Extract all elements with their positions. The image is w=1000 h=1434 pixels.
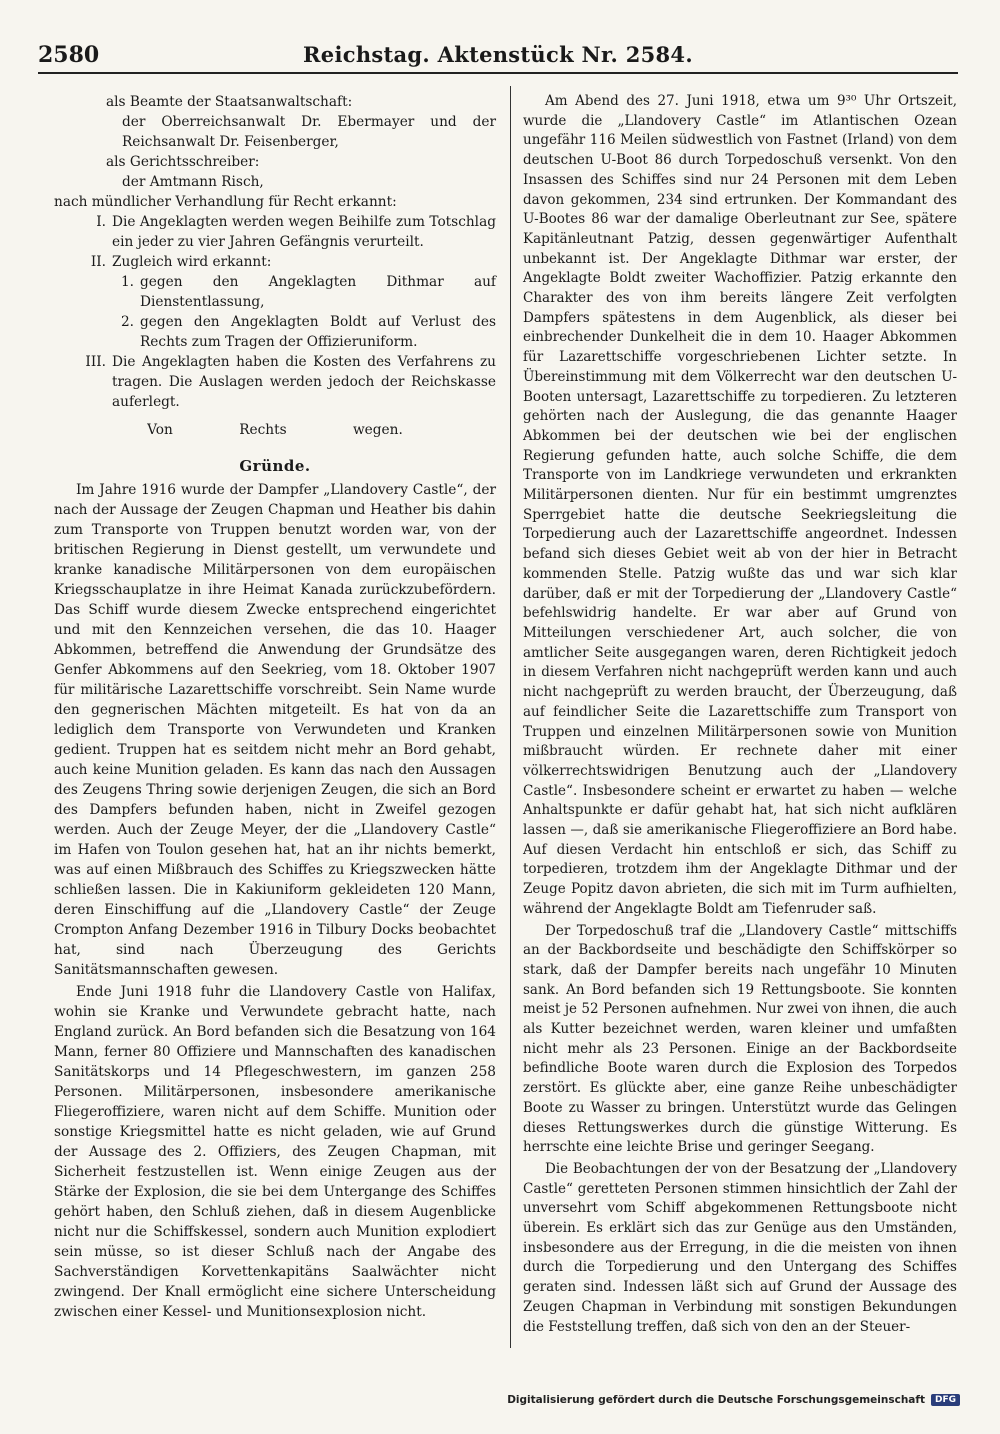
paragraph: Ende Juni 1918 fuhr die Llandovery Castle von Halifax, wohin sie Kranke und Verwundete gebracht hatte, nach England zurück. An Bord befanden sich die Besatzung von 164 Mann, ferner 80 Offiziere und Mannschaften des kanadischen Sanitätskorps und 14 Pflegeschwestern, im ganzen 258 Personen. Militärpersonen, insbesondere amerikanische Fliegeroffiziere, waren nicht auf dem Schiffe. Munition oder sonstige Kriegsmittel hatte es nicht geladen, wie auf Grund der Aussage des 2. Offiziers, des Zeugen Chapman, mit Sicherheit festzustellen ist. Wenn einige Zeugen aus der Stärke der Explosion, die sie bei dem Untergange des Schiffes gehört haben, den Schluß ziehen, daß in diesem Augenblicke nicht nur die Schiffskessel, sondern auch Munition explodiert sein müsse, so ist dieser Schluß nach der Angabe des Sachverständigen Korvettenkapitäns Saalwächter nicht zwingend. Der Knall ermöglicht eine sichere Unterscheidung zwischen einer Kessel- und Munitionsexplosion nicht. — [54, 984, 496, 1320]
left-column — [54, 92, 496, 1322]
paragraph: Die Beobachtungen der von der Besatzung der „Llandovery Castle“ geretteten Personen stimmen hinsichtlich der Zahl der unversehrt vom Schiff abgekommenen Rettungsboote nicht überein. Es erklärt sich das zur Genüge aus den Umständen, insbesondere aus der Erregung, in die die meisten von ihnen durch die Torpedierung und den Untergang des Schiffes geraten sind. Indessen läßt sich auf Grund der Aussage des Zeugen Chapman in Verbindung mit sonstigen Bekundungen die Feststellung treffen, daß sich von den an der Steuer- — [523, 1160, 957, 1335]
paragraph: Am Abend des 27. Juni 1918, etwa um 9³⁰ Uhr Ortszeit, wurde die „Llandovery Castle“ im Atlantischen Ozean ungefähr 116 Meilen südwestlich von Fastnet (Irland) von dem deutschen U-Boot 86 durch Torpedoschuß versenkt. Von den Insassen des Schiffes sind nur 24 Personen mit dem Leben davon gekommen, 234 sind ertrunken. Der Kommandant des U-Bootes 86 war der damalige Oberleutnant zur See, spätere Kapitänleutnant Patzig, dessen gegenwärtiger Aufenthalt unbekannt ist. Der Angeklagte Dithmar war erster, der Angeklagte Boldt zweiter Wachoffizier. Patzig erkannte den Charakter des von ihm bereits längere Zeit verfolgten Dampfers spätestens in dem Augenblick, als dieser bei einbrechender Dunkelheit die in dem 10. Haager Abkommen für Lazarettschiffe vorgeschriebenen Lichter setzte. In Übereinstimmung mit dem Völkerrecht war den deutschen U-Booten untersagt, Lazarettschiffe zu torpedieren. Zu letzteren gehörten nach der Auslegung, die das genannte Haager Abkommen bei der deutschen wie bei der englischen Regierung gefunden hatte, auch solche Schiffe, die dem Transporte von im Landkriege verwundeten und erkrankten Militärpersonen dienten. Nur für ein bestimmt umgrenztes Sperrgebiet hatte die deutsche Seekriegsleitung die Torpedierung auch der Lazarettschiffe angeordnet. Indessen befand sich dieses Gebiet weit ab von der hier in Betracht kommenden Stelle. Patzig wußte das und war sich klar darüber, daß er mit der Torpedierung der „Llandovery Castle“ befehlswidrig handelte. Er war aber auf Grund von Mitteilungen verschiedener Art, auch solcher, die von amtlicher Seite ausgegangen waren, deren Richtigkeit jedoch in diesem Verfahren nicht nachgeprüft werden kann und auch nicht nachgeprüft zu werden braucht, der Überzeugung, daß auf feindlicher Seite die Lazarettschiffe zum Transport von Truppen und einzelnen Militärpersonen sowie von Munition mißbraucht würden. Er rechnete daher mit einer völkerrechtswidrigen Benutzung auch der „Llandovery Castle“. Insbesondere scheint er erwartet zu haben — welche Anhaltspunkte er dafür gehabt hat, hat sich nicht aufklären lassen —, daß sie amerikanische Fliegeroffiziere an Bord habe. Auf diesen Verdacht hin entschloß er sich, das Schiff zu torpedieren, trotzdem ihm der Angeklagte Dithmar und der Zeuge Popitz davon abrieten, die sich mit im Turm aufhielten, während der Angeklagte Boldt am Tiefenruder saß. — [523, 93, 957, 917]
header-rule — [38, 72, 958, 74]
footer-text: Digitalisierung gefördert durch die Deutsche Forschungsgemeinschaft — [507, 1394, 925, 1406]
intro-line: als Gerichtsschreiber: — [106, 154, 260, 170]
dfg-logo: DFG — [931, 1394, 960, 1406]
page-title: Reichstag. Aktenstück Nr. 2584. — [303, 42, 693, 67]
von-rechts-wegen: Von Rechts wegen. — [147, 422, 403, 438]
verdict-item: II. Zugleich wird erkannt: — [90, 254, 272, 270]
intro-line: nach mündlicher Verhandlung für Recht erkannt: — [54, 194, 397, 210]
verdict-subitem: 2. gegen den Angeklagten Boldt auf Verlust des Rechts zum Tragen der Offizieruniform. — [120, 314, 496, 350]
footer — [507, 1394, 960, 1406]
page-number: 2580 — [38, 42, 100, 68]
intro-line: der Amtmann Risch, — [122, 174, 264, 190]
intro-line: der Oberreichsanwalt Dr. Ebermayer und der Reichsanwalt Dr. Feisenberger, — [122, 114, 496, 150]
section-heading: Gründe. — [239, 457, 311, 475]
right-column — [523, 92, 957, 1337]
verdict-item: III. Die Angeklagten haben die Kosten des Verfahrens zu tragen. Die Auslagen werden jedoch der Reichskasse auferlegt. — [85, 354, 496, 410]
page-header — [38, 42, 958, 72]
column-divider — [510, 86, 511, 1348]
verdict-item: I. Die Angeklagten werden wegen Beihilfe zum Totschlag ein jeder zu vier Jahren Gefängnis verurteilt. — [96, 214, 496, 250]
verdict-subitem: 1. gegen den Angeklagten Dithmar auf Dienstentlassung, — [120, 274, 496, 310]
paragraph: Der Torpedoschuß traf die „Llandovery Castle“ mittschiffs an der Backbordseite und beschädigte den Schiffskörper so stark, daß der Dampfer bereits nach ungefähr 10 Minuten sank. An Bord befanden sich 19 Rettungsboote. Sie konnten meist je 52 Personen aufnehmen. Nur zwei von ihnen, die auch als Kutter bezeichnet werden, waren kleiner und umfaßten nicht mehr als 23 Personen. Einige an der Backbordseite befindliche Boote waren durch die Explosion des Torpedos zerstört. Es glückte aber, eine ganze Reihe unbeschädigter Boote zu Wasser zu bringen. Unterstützt wurde das Gelingen dieses Rettungswerkes durch die günstige Witterung. Es herrschte eine leichte Brise und geringer Seegang. — [523, 922, 957, 1156]
paragraph: Im Jahre 1916 wurde der Dampfer „Llandovery Castle“, der nach der Aussage der Zeugen Chapman und Heather bis dahin zum Transporte von Truppen benutzt worden war, von der britischen Regierung in Dienst gestellt, um verwundete und kranke kanadische Militärpersonen von dem europäischen Kriegsschauplatze in ihre Heimat Kanada zurückzubefördern. Das Schiff wurde diesem Zwecke entsprechend eingerichtet und mit den Kennzeichen versehen, die das 10. Haager Abkommen, betreffend die Anwendung der Grundsätze des Genfer Abkommens auf den Seekrieg, vom 18. Oktober 1907 für militärische Lazarettschiffe vorschreibt. Sein Name wurde den gegnerischen Mächten mitgeteilt. Es hat von da an lediglich dem Transporte von Verwundeten und Kranken gedient. Truppen hat es seitdem nicht mehr an Bord gehabt, auch keine Munition geladen. Es kann das nach den Aussagen des Zeugens Thring sowie derjenigen Zeugen, die sich an Bord des Dampfers befunden haben, nicht in Zweifel gezogen werden. Auch der Zeuge Meyer, der die „Llandovery Castle“ im Hafen von Toulon gesehen hat, hat an ihr nichts bemerkt, was auf einen Mißbrauch des Schiffes zu Kriegszwecken hätte schließen lassen. Die in Kakiuniform gekleideten 120 Mann, deren Einschiffung auf die „Llandovery Castle“ der Zeuge Crompton Anfang Dezember 1916 in Tilbury Docks beobachtet hat, sind nach Überzeugung des Gerichts Sanitätsmannschaften gewesen. — [54, 482, 496, 978]
intro-line: als Beamte der Staatsanwaltschaft: — [106, 94, 353, 110]
